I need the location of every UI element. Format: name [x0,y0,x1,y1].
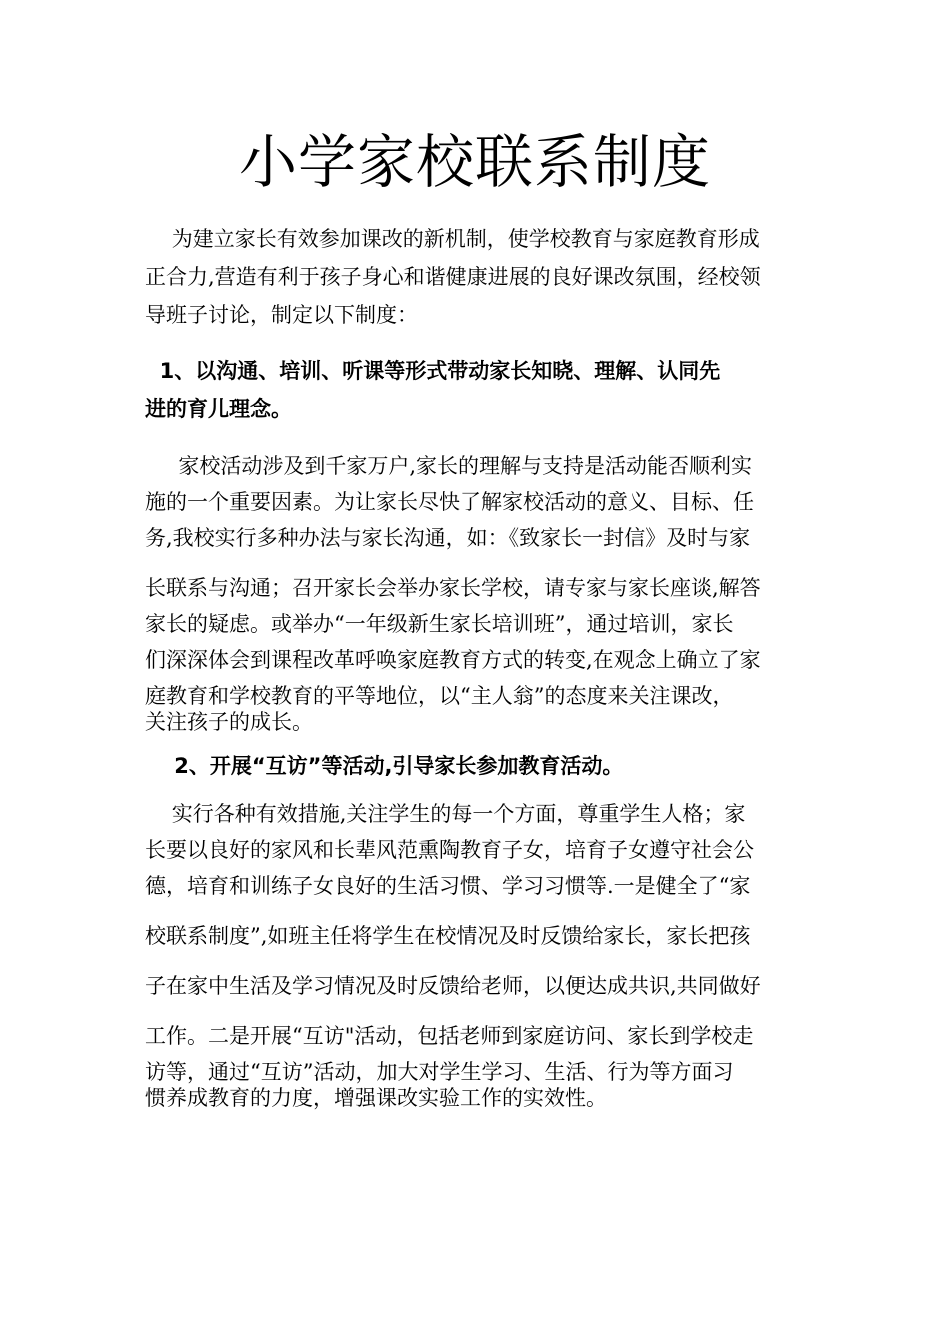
section-2-line: 工作。二是开展“互访"活动，包括老师到家庭访问、家长到学校走 [145,1024,754,1048]
section-1-line: 长联系与沟通；召开家长会举办家长学校，请专家与家长座谈,解答 [145,576,761,600]
section-2-body [145,796,810,1116]
section-1-line: 们深深体会到课程改革呼唤家庭教育方式的转变,在观念上确立了家 [145,648,761,672]
section-2-line: 惯养成教育的力度，增强课改实验工作的实效性。 [145,1086,607,1110]
intro-line: 正合力,营造有利于孩子身心和谐健康进展的良好课改氛围，经校领 [145,265,761,289]
intro-line: 为建立家长有效参加课改的新机制，使学校教育与家庭教育形成 [145,227,760,251]
section-1-line: 关注孩子的成长。 [145,710,313,734]
section-2-line: 校联系制度”,如班主任将学生在校情况及时反馈给家长，家长把孩 [145,924,751,948]
section-2-line: 实行各种有效措施,关注学生的每一个方面，尊重学生人格；家 [145,802,746,826]
section-1-line: 家长的疑虑。或举办“一年级新生家长培训班”，通过培训，家长 [145,612,734,636]
section-1-heading-line: 1、以沟通、培训、听课等形式带动家长知晓、理解、认同先 [145,359,721,383]
section-1-body [145,448,810,740]
section-1-heading [145,352,810,428]
section-2-line: 长要以良好的家风和长辈风范熏陶教育子女，培育子女遵守社会公 [145,838,754,862]
section-1-line: 务,我校实行多种办法与家长沟通，如：《致家长一封信》及时与家 [145,526,751,550]
intro-paragraph [145,220,810,334]
section-1-heading-line: 进的育儿理念。 [145,397,292,421]
section-2-line: 访等，通过“互访”活动，加大对学生学习、生活、行为等方面习 [145,1060,734,1084]
section-1-line: 庭教育和学校教育的平等地位，以“主人翁”的态度来关注课改， [145,684,734,708]
section-1-line: 施的一个重要因素。为让家长尽快了解家校活动的意义、目标、任 [145,490,754,514]
intro-line: 导班子讨论，制定以下制度： [145,303,418,327]
section-2-line: 子在家中生活及学习情况及时反馈给老师，以便达成共识,共同做好 [145,974,761,998]
section-1-line: 家校活动涉及到千家万户,家长的理解与支持是活动能否顺利实 [145,454,753,478]
page-title: 小学家校联系制度 [238,128,711,196]
section-2-heading [145,748,810,784]
section-2-line: 德，培育和训练子女良好的生活习惯、学习习惯等.一是健全了“家 [145,874,751,898]
section-2-heading-line: 2、开展“互访”等活动,引导家长参加教育活动。 [145,754,624,778]
